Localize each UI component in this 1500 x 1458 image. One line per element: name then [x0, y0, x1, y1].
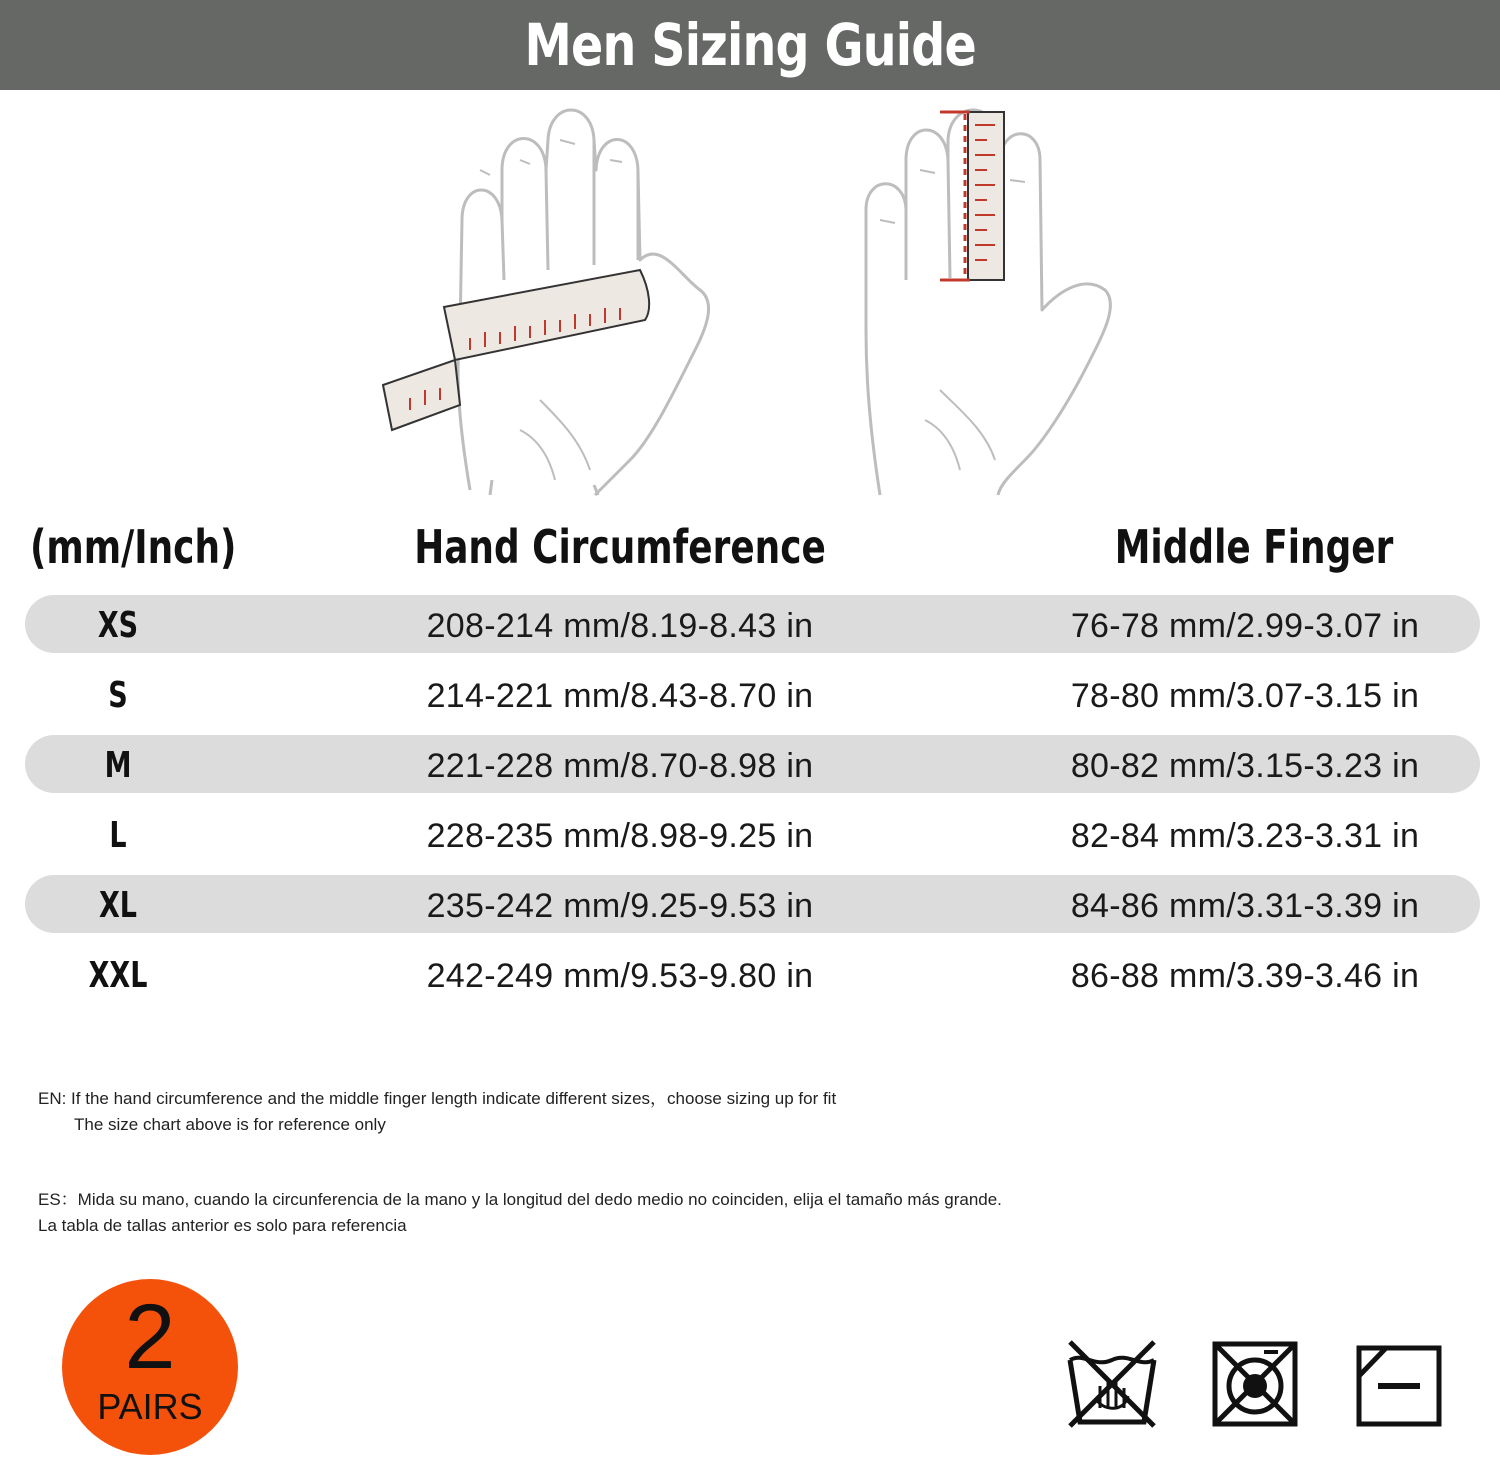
english-note — [38, 1086, 836, 1138]
middle-finger-value: 86-88 mm/3.39-3.46 in — [1070, 957, 1420, 995]
hand-circumference-value: 228-235 mm/8.98-9.25 in — [426, 817, 814, 855]
english-note-line-1: EN: If the hand circumference and the middle finger length indicate different sizes，choose sizing up for fit — [38, 1089, 837, 1108]
two-pairs-badge — [62, 1279, 238, 1455]
middle-finger-value: 78-80 mm/3.07-3.15 in — [1070, 677, 1420, 715]
title-banner — [0, 0, 1500, 90]
tape-measure-around-hand — [383, 270, 649, 430]
table-row — [25, 805, 1480, 863]
table-header — [0, 520, 1500, 584]
spanish-note-line-2: La tabla de tallas anterior es solo para referencia — [38, 1216, 407, 1235]
table-row — [25, 945, 1480, 1003]
middle-finger-value: 82-84 mm/3.23-3.31 in — [1070, 817, 1420, 855]
middle-finger-value: 76-78 mm/2.99-3.07 in — [1070, 607, 1420, 645]
table-row — [25, 735, 1480, 793]
do-not-tumble-dry-icon — [1212, 1338, 1298, 1430]
table-row — [25, 875, 1480, 933]
table-row — [25, 595, 1480, 653]
hand-circumference-value: 214-221 mm/8.43-8.70 in — [426, 677, 814, 715]
measurement-illustrations — [0, 100, 1500, 500]
spanish-note — [38, 1187, 1002, 1239]
page-title: Men Sizing Guide — [524, 11, 976, 79]
dry-flat-in-shade-icon — [1356, 1338, 1442, 1430]
size-label: S — [108, 675, 128, 716]
size-table — [25, 595, 1480, 1015]
table-row — [25, 665, 1480, 723]
unit-header: (mm/Inch) — [30, 520, 237, 574]
size-label: XS — [97, 605, 139, 646]
hand-circumference-header: Hand Circumference — [414, 520, 826, 574]
hand-circumference-value: 242-249 mm/9.53-9.80 in — [426, 957, 814, 995]
hand-circumference-value: 235-242 mm/9.25-9.53 in — [426, 887, 814, 925]
do-not-wash-icon — [1066, 1338, 1158, 1430]
middle-finger-header: Middle Finger — [1114, 520, 1394, 574]
spanish-note-line-1: ES：Mida su mano, cuando la circunferencia de la mano y la longitud del dedo medio no coinciden, elija el tamaño más grande. — [38, 1190, 1002, 1209]
hand-circumference-value: 221-228 mm/8.70-8.98 in — [426, 747, 814, 785]
hand-circumference-value: 208-214 mm/8.19-8.43 in — [426, 607, 814, 645]
size-label: L — [109, 815, 127, 856]
english-note-line-2: The size chart above is for reference only — [74, 1115, 386, 1134]
size-label: XXL — [88, 955, 148, 996]
badge-number: 2 — [124, 1286, 176, 1388]
middle-finger-value: 84-86 mm/3.31-3.39 in — [1070, 887, 1420, 925]
size-label: XL — [98, 885, 138, 926]
size-label: M — [104, 745, 132, 786]
middle-finger-value: 80-82 mm/3.15-3.23 in — [1070, 747, 1420, 785]
badge-text: PAIRS — [97, 1386, 203, 1427]
